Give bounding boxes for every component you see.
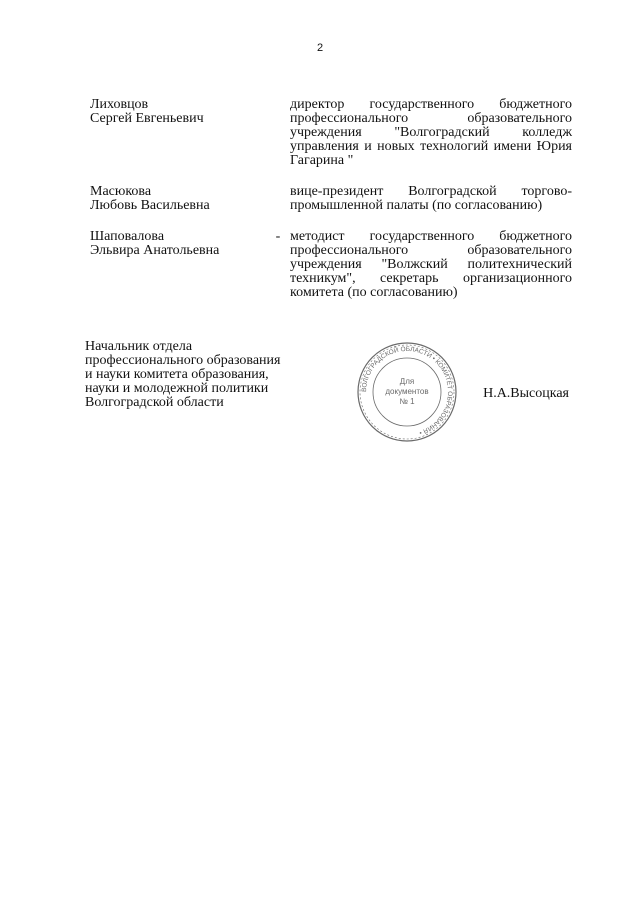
- seal-center-line: Для: [399, 377, 415, 386]
- member-row: [90, 230, 572, 300]
- member-given-names: Сергей Евгеньевич: [90, 111, 204, 126]
- position-line: профессионального образования: [85, 353, 281, 368]
- member-surname: Масюкова: [90, 184, 152, 199]
- position-line: Волгоградской области: [85, 395, 224, 410]
- seal-center-line: документов: [385, 387, 429, 396]
- member-dash: [266, 98, 290, 168]
- seal-center-line: № 1: [399, 397, 415, 406]
- signer-name: Н.А.Высоцкая: [483, 386, 569, 401]
- committee-members-list: [90, 98, 572, 317]
- official-seal-stamp: [355, 340, 459, 444]
- member-role: директор государственного бюджетного профессионального образовательного учреждения "Волгоградский колледж управления и новых технологий имени Юрия Гагарина ": [290, 97, 572, 168]
- member-given-names: Любовь Васильевна: [90, 198, 210, 213]
- member-dash: [266, 185, 290, 213]
- member-row: [90, 185, 572, 213]
- position-line: и науки комитета образования,: [85, 367, 269, 382]
- member-name: [90, 185, 266, 213]
- member-surname: Шаповалова: [90, 229, 165, 244]
- member-surname: Лиховцов: [90, 97, 149, 112]
- member-row: [90, 98, 572, 168]
- seal-ring-text-path: ВОЛГОГРАДСКОЙ ОБЛАСТИ • КОМИТЕТ ОБРАЗОВАНИЯ •: [360, 345, 454, 437]
- member-role: вице-президент Волгоградской торгово-промышленной палаты (по согласованию): [290, 184, 572, 213]
- page-number: 2: [316, 42, 324, 54]
- member-name: [90, 98, 266, 168]
- signer-position: [85, 340, 315, 410]
- position-line: Начальник отдела: [85, 339, 193, 354]
- member-role: методист государственного бюджетного профессионального образовательного учреждения "Волжский политехнический техникум", секретарь организационного комитета (по согласованию): [290, 229, 572, 300]
- signature-block: [85, 340, 575, 450]
- member-given-names: Эльвира Анатольевна: [90, 243, 220, 258]
- position-line: науки и молодежной политики: [85, 381, 269, 396]
- member-name: [90, 230, 266, 300]
- member-dash: -: [275, 229, 281, 244]
